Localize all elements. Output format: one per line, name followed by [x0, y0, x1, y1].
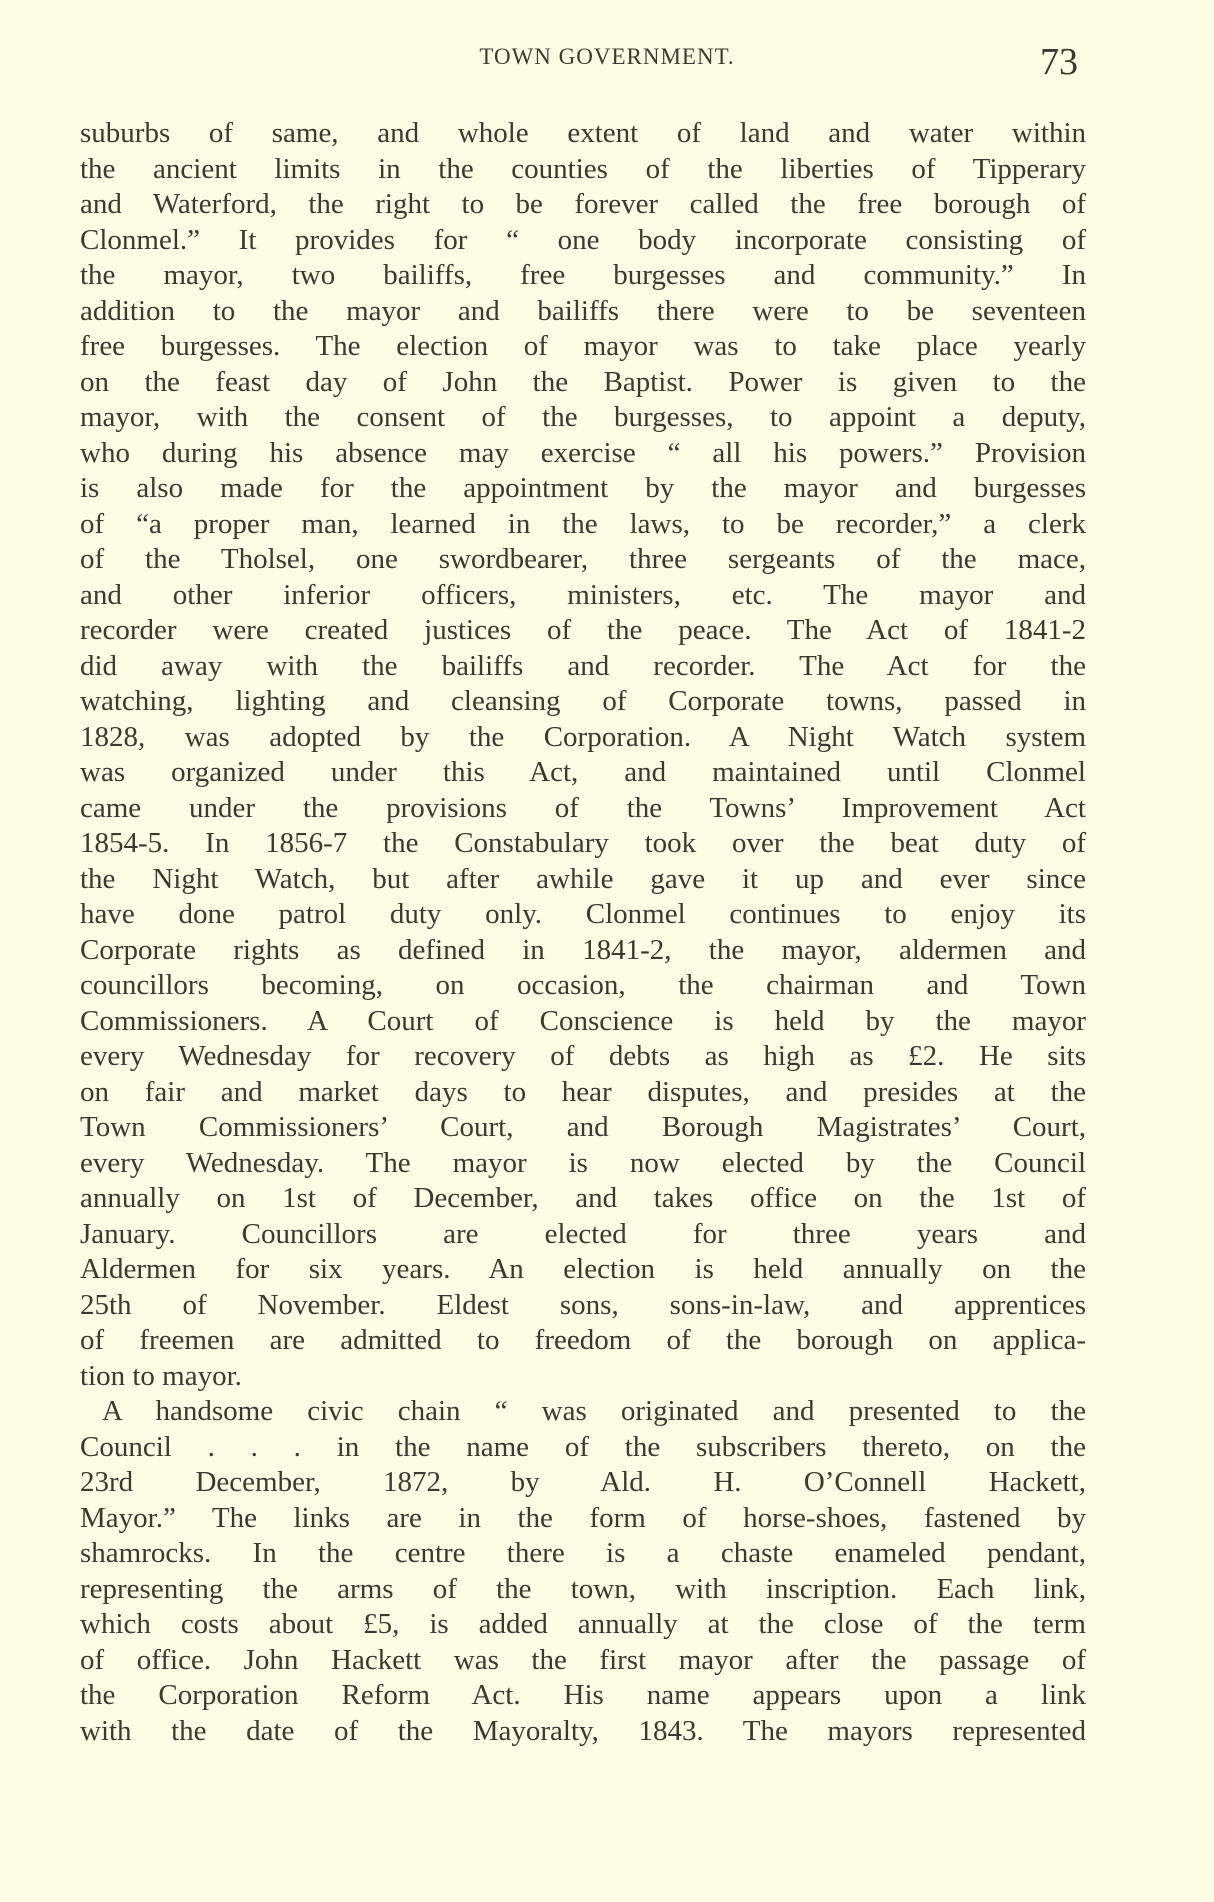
- text-line: 1828, was adopted by the Corporation. A Night Watch system: [80, 720, 1086, 753]
- text-line: tion to mayor.: [80, 1359, 242, 1392]
- text-line: of freemen are admitted to freedom of the borough on applica-: [80, 1324, 1086, 1356]
- text-line: Council . . . in the name of the subscribers thereto, on the: [80, 1430, 1086, 1463]
- running-head: TOWN GOVERNMENT.: [479, 44, 735, 69]
- text-line: shamrocks. In the centre there is a chaste enameled pendant,: [80, 1537, 1086, 1569]
- text-line: Town Commissioners’ Court, and Borough Magistrates’ Court,: [80, 1111, 1086, 1143]
- text-line: annually on 1st of December, and takes office on the 1st of: [80, 1182, 1086, 1214]
- text-line: free burgesses. The election of mayor was to take place yearly: [80, 330, 1086, 362]
- text-line: on the feast day of John the Baptist. Power is given to the: [80, 365, 1086, 398]
- text-line: A handsome civic chain “ was originated and presented to the: [102, 1395, 1086, 1427]
- text-line: on fair and market days to hear disputes, and presides at the: [80, 1075, 1086, 1108]
- text-line: recorder were created justices of the peace. The Act of 1841-2: [80, 614, 1086, 646]
- text-line: 25th of November. Eldest sons, sons-in-law, and apprentices: [80, 1288, 1086, 1321]
- text-line: councillors becoming, on occasion, the chairman and Town: [80, 969, 1086, 1001]
- text-line: mayor, with the consent of the burgesses, to appoint a deputy,: [80, 401, 1086, 433]
- text-line: every Wednesday for recovery of debts as high as £2. He sits: [80, 1040, 1086, 1072]
- text-line: every Wednesday. The mayor is now elected by the Council: [80, 1146, 1086, 1179]
- text-line: was organized under this Act, and maintained until Clonmel: [80, 756, 1086, 788]
- text-line: with the date of the Mayoralty, 1843. The mayors represented: [80, 1714, 1086, 1747]
- text-line: watching, lighting and cleansing of Corporate towns, passed in: [80, 685, 1086, 717]
- text-line: and other inferior officers, ministers, etc. The mayor and: [80, 578, 1086, 611]
- text-line: Aldermen for six years. An election is held annually on the: [80, 1253, 1086, 1285]
- text-line: the Corporation Reform Act. His name appears upon a link: [80, 1679, 1086, 1711]
- body-text: [80, 116, 1086, 1749]
- text-line: the mayor, two bailiffs, free burgesses and community.” In: [80, 259, 1086, 291]
- text-line: and Waterford, the right to be forever called the free borough of: [80, 188, 1086, 220]
- text-line: January. Councillors are elected for three years and: [80, 1217, 1086, 1250]
- text-line: Mayor.” The links are in the form of horse-shoes, fastened by: [80, 1501, 1086, 1534]
- text-line: of “a proper man, learned in the laws, to be recorder,” a clerk: [80, 507, 1086, 540]
- text-line: suburbs of same, and whole extent of land and water within: [80, 117, 1086, 149]
- text-line: who during his absence may exercise “ all his powers.” Provision: [80, 436, 1086, 469]
- text-line: is also made for the appointment by the mayor and burgesses: [80, 472, 1086, 504]
- text-line: of office. John Hackett was the first mayor after the passage of: [80, 1643, 1086, 1676]
- text-line: addition to the mayor and bailiffs there were to be seventeen: [80, 294, 1086, 327]
- text-line: the ancient limits in the counties of the liberties of Tipperary: [80, 152, 1086, 185]
- text-line: Corporate rights as defined in 1841-2, the mayor, aldermen and: [80, 933, 1086, 966]
- text-line: Clonmel.” It provides for “ one body incorporate consisting of: [80, 223, 1086, 256]
- text-line: of the Tholsel, one swordbearer, three sergeants of the mace,: [80, 543, 1086, 575]
- text-line: have done patrol duty only. Clonmel continues to enjoy its: [80, 898, 1086, 930]
- page-number: 73: [1040, 41, 1078, 83]
- text-line: came under the provisions of the Towns’ Improvement Act: [80, 791, 1086, 824]
- text-line: 23rd December, 1872, by Ald. H. O’Connell Hackett,: [80, 1466, 1086, 1498]
- text-line: the Night Watch, but after awhile gave it up and ever since: [80, 862, 1086, 895]
- text-line: 1854-5. In 1856-7 the Constabulary took over the beat duty of: [80, 827, 1086, 859]
- text-line: Commissioners. A Court of Conscience is held by the mayor: [80, 1004, 1086, 1037]
- text-line: which costs about £5, is added annually at the close of the term: [80, 1608, 1086, 1640]
- text-line: did away with the bailiffs and recorder. The Act for the: [80, 649, 1086, 682]
- text-line: representing the arms of the town, with inscription. Each link,: [80, 1572, 1086, 1605]
